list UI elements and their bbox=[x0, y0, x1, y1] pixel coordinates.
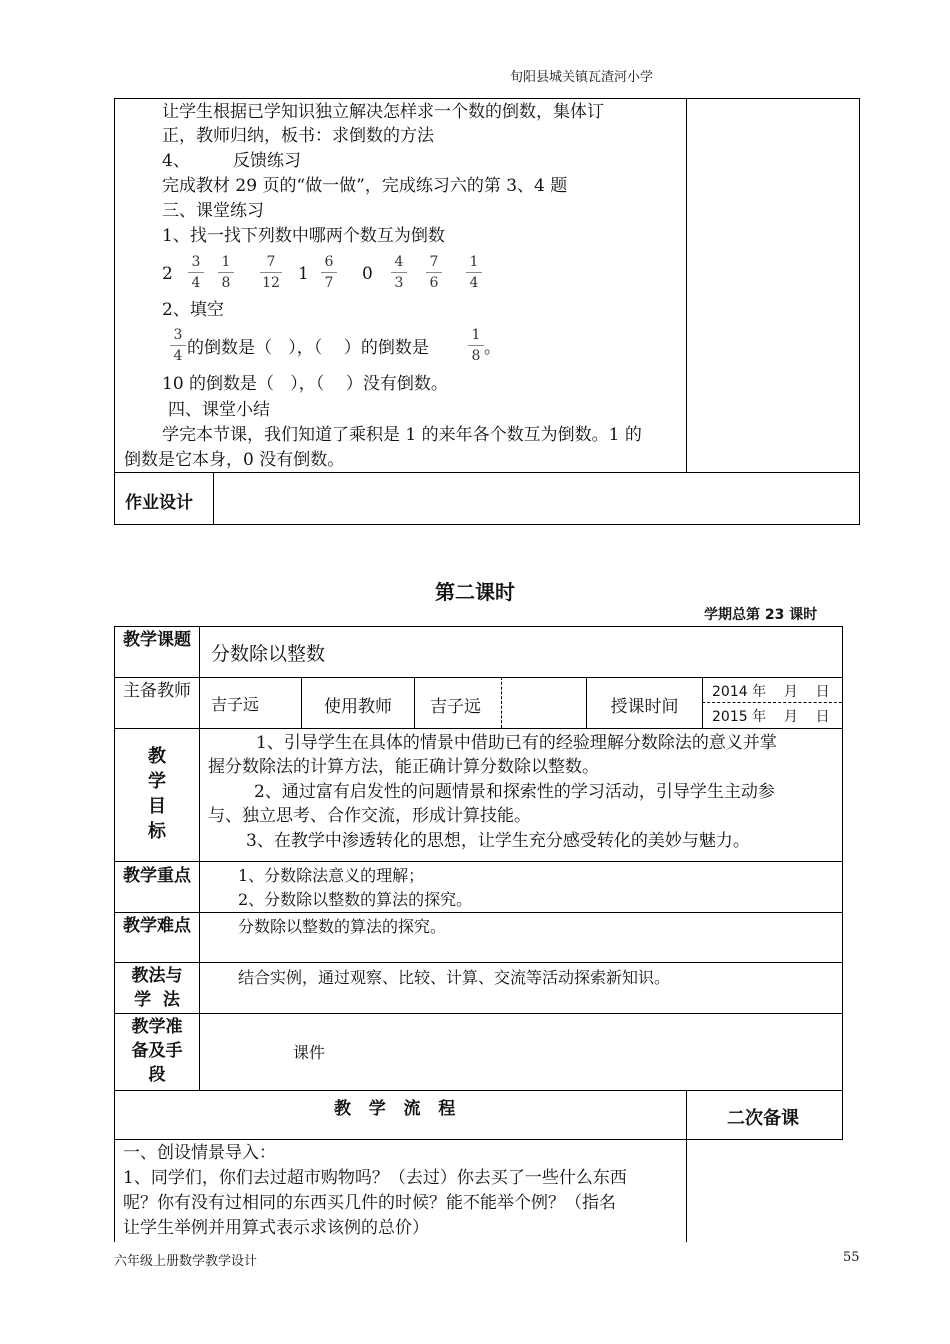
flow-line: 呢？你有没有过相同的东西买几件的时候？能不能举个例？（指名 bbox=[123, 1193, 616, 1213]
main-teacher-value: 吉子远 bbox=[211, 695, 260, 714]
fraction: 3 4 bbox=[186, 253, 206, 292]
fraction: 4 3 bbox=[389, 253, 409, 292]
goal-line: 与、独立思考、合作交流，形成计算技能。 bbox=[208, 806, 531, 826]
fraction: 7 12 bbox=[258, 253, 284, 292]
goal-line: 1、引导学生在具体的情景中借助已有的经验理解分数除法的意义并掌 bbox=[256, 733, 777, 753]
second-prep-label: 二次备课 bbox=[727, 1108, 799, 1129]
whole-number: 2 bbox=[162, 264, 173, 284]
method-label: 教法与 学 法 bbox=[131, 966, 183, 1010]
class-time-label: 授课时间 bbox=[610, 697, 679, 717]
key-point: 2、分数除以整数的算法的探究。 bbox=[238, 890, 473, 909]
fraction: 1 4 bbox=[464, 253, 484, 292]
page-number: 55 bbox=[843, 1250, 860, 1265]
fraction: 7 6 bbox=[424, 253, 444, 292]
homework-label: 作业设计 bbox=[125, 493, 193, 513]
prep-text: 课件 bbox=[293, 1043, 326, 1062]
goal-line: 握分数除法的计算方法，能正确计算分数除以整数。 bbox=[208, 757, 599, 777]
goal-line: 2、通过富有启发性的问题情景和探索性的学习活动，引导学生主动参 bbox=[254, 782, 775, 802]
lesson-title: 第二课时 bbox=[435, 580, 515, 604]
flow-line: 让学生举例并用算式表示求该例的总价） bbox=[123, 1218, 429, 1238]
fraction: 1 8 bbox=[216, 253, 236, 292]
method-text: 结合实例，通过观察、比较、计算、交流等活动探索新知识。 bbox=[238, 968, 671, 987]
goals-label: 教 学 目 标 bbox=[148, 746, 166, 842]
topic-label: 教学课题 bbox=[123, 630, 191, 650]
date-2015: 2015 年 月 日 bbox=[712, 709, 830, 725]
text-line: 1、找一找下列数中哪两个数互为倒数 bbox=[162, 226, 445, 246]
text-line: 完成教材 29 页的“做一做”，完成练习六的第 3、4 题 bbox=[162, 176, 568, 196]
topic-value: 分数除以整数 bbox=[211, 643, 326, 665]
fill-line-2: 10 的倒数是（ ），（ ）没有倒数。 bbox=[162, 374, 448, 394]
text-line: 正，教师归纳，板书：求倒数的方法 bbox=[162, 126, 434, 146]
fill-text: 的倒数是（ ），（ ）的倒数是 bbox=[187, 338, 429, 358]
text-line: 4、 反馈练习 bbox=[162, 151, 302, 171]
use-teacher-value: 吉子远 bbox=[430, 697, 481, 717]
fraction: 1 8 bbox=[466, 326, 486, 365]
summary-line: 倒数是它本身，0 没有倒数。 bbox=[124, 450, 345, 470]
fraction: 6 7 bbox=[319, 253, 339, 292]
goal-line: 3、在教学中渗透转化的思想，让学生充分感受转化的美妙与魅力。 bbox=[246, 831, 750, 851]
footer-book: 六年级上册数学教学设计 bbox=[114, 1254, 258, 1269]
key-points-label: 教学重点 bbox=[123, 866, 191, 886]
flow-label: 教 学 流 程 bbox=[334, 1099, 456, 1119]
term-total: 学期总第 23 课时 bbox=[704, 607, 818, 623]
flow-line: 一、创设情景导入： bbox=[123, 1143, 276, 1163]
difficulty-text: 分数除以整数的算法的探究。 bbox=[238, 917, 447, 936]
use-teacher-label: 使用教师 bbox=[324, 697, 392, 717]
fill-text: 。 bbox=[484, 338, 501, 358]
difficulty-label: 教学难点 bbox=[123, 916, 191, 936]
date-2014: 2014 年 月 日 bbox=[712, 684, 830, 700]
text-line: 三、课堂练习 bbox=[162, 201, 264, 221]
summary-line: 学完本节课，我们知道了乘积是 1 的来年各个数互为倒数。1 的 bbox=[162, 425, 642, 445]
whole-number: 1 bbox=[298, 264, 309, 284]
main-teacher-label: 主备教师 bbox=[123, 681, 191, 701]
summary-title: 四、课堂小结 bbox=[168, 400, 270, 420]
flow-line: 1、同学们，你们去过超市购物吗？（去过）你去买了一些什么东西 bbox=[123, 1168, 627, 1188]
school-header: 旬阳县城关镇瓦渣河小学 bbox=[510, 70, 654, 85]
text-line: 让学生根据已学知识独立解决怎样求一个数的倒数，集体订 bbox=[162, 102, 604, 122]
whole-number: 0 bbox=[362, 264, 373, 284]
fill-title: 2、填空 bbox=[162, 300, 224, 320]
fraction: 3 4 bbox=[168, 326, 188, 365]
key-point: 1、分数除法意义的理解； bbox=[238, 866, 425, 885]
prep-label: 教学准 备及手 段 bbox=[131, 1017, 183, 1085]
